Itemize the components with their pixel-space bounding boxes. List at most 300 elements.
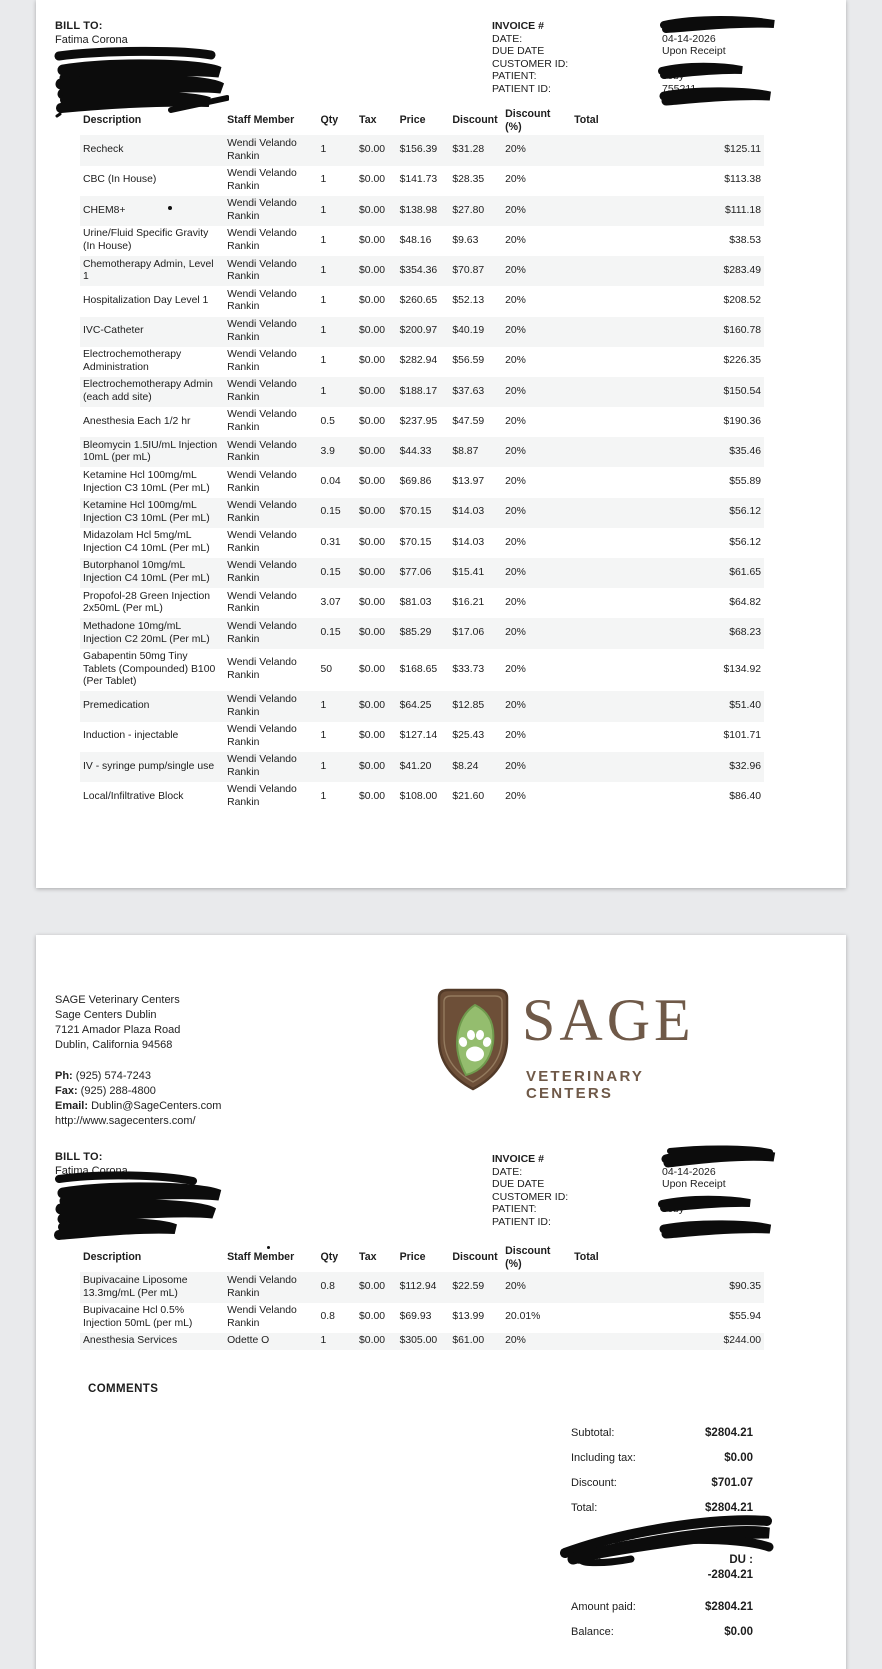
cell-t: $0.00 bbox=[359, 536, 386, 548]
cell-q: 3.07 bbox=[320, 596, 341, 608]
line-item-row bbox=[80, 649, 764, 692]
cell-p: $200.97 bbox=[399, 325, 438, 337]
cell-t: $0.00 bbox=[359, 204, 386, 216]
comments-heading: COMMENTS bbox=[88, 1383, 159, 1395]
bill-to-block bbox=[55, 1151, 128, 1177]
cell-d: CBC (In House) bbox=[83, 174, 157, 186]
line-item-row bbox=[80, 691, 764, 721]
cell-tot: $111.18 bbox=[724, 204, 761, 216]
cell-d: Anesthesia Each 1/2 hr bbox=[83, 415, 191, 427]
invoice-page-2 bbox=[36, 935, 846, 1669]
cell-s: Wendi Velando Rankin bbox=[227, 724, 297, 748]
header-staff-member: Staff Member bbox=[227, 114, 295, 127]
line-item-row bbox=[80, 588, 764, 618]
header-qty: Qty bbox=[320, 114, 339, 127]
cell-pct: 20.01% bbox=[505, 1311, 541, 1323]
cell-tot: $55.94 bbox=[729, 1311, 761, 1323]
cell-disc: $14.03 bbox=[452, 536, 485, 548]
phone-label: Ph: bbox=[55, 1070, 73, 1082]
cell-t: $0.00 bbox=[359, 1281, 386, 1293]
cell-d: Hospitalization Day Level 1 bbox=[83, 295, 209, 307]
total-label: Subtotal: bbox=[571, 1427, 615, 1439]
invoice-meta bbox=[492, 1153, 792, 1229]
cell-pct: 20% bbox=[505, 536, 526, 548]
cell-p: $237.95 bbox=[399, 415, 438, 427]
bill-to-name: Fatima Corona bbox=[55, 1165, 128, 1177]
cell-d: IV - syringe pump/single use bbox=[83, 760, 215, 772]
cell-disc: $22.59 bbox=[452, 1281, 485, 1293]
line-item-row bbox=[80, 196, 764, 226]
cell-tot: $56.12 bbox=[729, 506, 761, 518]
payment-amount: -2804.21 bbox=[707, 1569, 753, 1581]
line-item-row bbox=[80, 558, 764, 588]
cell-q: 1 bbox=[320, 700, 327, 712]
line-item-row bbox=[80, 618, 764, 648]
cell-d: Electrochemotherapy Admin (each add site) bbox=[83, 379, 213, 403]
cell-s: Wendi Velando Rankin bbox=[227, 409, 297, 434]
line-item-row bbox=[80, 407, 764, 437]
cell-q: 1 bbox=[320, 234, 327, 246]
cell-disc: $70.87 bbox=[452, 264, 485, 276]
cell-pct: 20% bbox=[505, 204, 526, 216]
cell-d: Premedication bbox=[83, 700, 150, 712]
cell-t: $0.00 bbox=[359, 295, 386, 307]
due-date-label: DUE DATE bbox=[492, 45, 545, 58]
cell-t: $0.00 bbox=[359, 476, 386, 488]
cell-disc: $21.60 bbox=[452, 790, 485, 802]
patient-value: Toby bbox=[662, 1203, 685, 1216]
invoice-meta bbox=[492, 20, 792, 96]
cell-q: 1 bbox=[320, 385, 327, 397]
cell-s: Wendi Velando Rankin bbox=[227, 657, 297, 682]
cell-q: 0.15 bbox=[320, 627, 341, 639]
cell-d: Induction - injectable bbox=[83, 730, 179, 742]
cell-s: Wendi Velando Rankin bbox=[227, 228, 297, 253]
bill-to-label: BILL TO: bbox=[55, 1151, 103, 1163]
cell-t: $0.00 bbox=[359, 325, 386, 337]
cell-s: Wendi Velando Rankin bbox=[227, 693, 297, 718]
cell-s: Wendi Velando Rankin bbox=[227, 784, 297, 809]
cell-tot: $244.00 bbox=[723, 1335, 761, 1347]
cell-t: $0.00 bbox=[359, 446, 386, 458]
cell-tot: $56.12 bbox=[729, 536, 761, 548]
cell-p: $69.93 bbox=[399, 1311, 432, 1323]
date-label: DATE: bbox=[492, 32, 523, 45]
logo-wordmark: SAGE bbox=[522, 987, 695, 1053]
cell-disc: $8.24 bbox=[452, 760, 479, 772]
cell-t: $0.00 bbox=[359, 790, 386, 802]
cell-tot: $134.92 bbox=[723, 663, 761, 675]
cell-s: Wendi Velando Rankin bbox=[227, 530, 297, 554]
cell-pct: 20% bbox=[505, 355, 526, 367]
cell-q: 1 bbox=[320, 204, 327, 216]
total-value: $701.07 bbox=[711, 1477, 753, 1489]
cell-pct: 20% bbox=[505, 790, 526, 802]
cell-pct: 20% bbox=[505, 566, 526, 578]
cell-pct: 20% bbox=[505, 325, 526, 337]
total-row bbox=[571, 1477, 753, 1489]
cell-p: $48.16 bbox=[399, 234, 432, 246]
line-items-table bbox=[80, 1243, 764, 1350]
payment-method-row bbox=[571, 1521, 753, 1585]
cell-pct: 20% bbox=[505, 446, 526, 458]
cell-t: $0.00 bbox=[359, 566, 386, 578]
cell-q: 1 bbox=[320, 1335, 327, 1347]
cell-p: $138.98 bbox=[399, 204, 438, 216]
header-total: Total bbox=[574, 114, 599, 127]
cell-p: $141.73 bbox=[399, 174, 438, 186]
cell-q: 0.31 bbox=[320, 536, 341, 548]
cell-q: 0.15 bbox=[320, 566, 341, 578]
website-url: http://www.sagecenters.com/ bbox=[55, 1115, 196, 1127]
cell-pct: 20% bbox=[505, 596, 526, 608]
cell-s: Wendi Velando Rankin bbox=[227, 137, 297, 162]
cell-p: $69.86 bbox=[399, 476, 432, 488]
cell-pct: 20% bbox=[505, 506, 526, 518]
cell-tot: $283.49 bbox=[723, 264, 761, 276]
due-date-value: Upon Receipt bbox=[662, 1178, 726, 1191]
cell-t: $0.00 bbox=[359, 234, 386, 246]
cell-t: $0.00 bbox=[359, 663, 386, 675]
ink-dot bbox=[267, 1246, 270, 1249]
cell-pct: 20% bbox=[505, 295, 526, 307]
cell-q: 0.8 bbox=[320, 1281, 335, 1293]
header-staff-member: Staff Member bbox=[227, 1251, 295, 1264]
totals-summary bbox=[571, 1427, 753, 1527]
cell-disc: $40.19 bbox=[452, 325, 485, 337]
cell-disc: $27.80 bbox=[452, 204, 485, 216]
cell-disc: $14.03 bbox=[452, 506, 485, 518]
cell-tot: $86.40 bbox=[729, 790, 761, 802]
cell-t: $0.00 bbox=[359, 506, 386, 518]
cell-q: 1 bbox=[320, 144, 327, 156]
cell-pct: 20% bbox=[505, 476, 526, 488]
header-qty: Qty bbox=[320, 1251, 339, 1264]
header-tax: Tax bbox=[359, 1251, 377, 1264]
cell-disc: $61.00 bbox=[452, 1335, 485, 1347]
line-item-row bbox=[80, 437, 764, 467]
cell-p: $41.20 bbox=[399, 760, 432, 772]
cell-d: Midazolam Hcl 5mg/mL Injection C4 10mL (Per mL) bbox=[83, 530, 210, 554]
cell-pct: 20% bbox=[505, 760, 526, 772]
total-label: Amount paid: bbox=[571, 1601, 636, 1613]
cell-p: $305.00 bbox=[399, 1335, 438, 1347]
cell-tot: $61.65 bbox=[729, 566, 761, 578]
line-items-body bbox=[80, 135, 764, 812]
payment-method-value bbox=[708, 1553, 753, 1583]
cell-d: Ketamine Hcl 100mg/mL Injection C3 10mL (Per mL) bbox=[83, 500, 210, 524]
bill-to-name: Fatima Corona bbox=[55, 34, 128, 46]
total-row bbox=[571, 1601, 753, 1613]
cell-d: Ketamine Hcl 100mg/mL Injection C3 10mL (Per mL) bbox=[83, 469, 210, 494]
header-price: Price bbox=[399, 1251, 426, 1264]
header-price: Price bbox=[399, 114, 426, 127]
cell-disc: $8.87 bbox=[452, 446, 479, 458]
header-description: Description bbox=[83, 114, 142, 127]
cell-d: CHEM8+ bbox=[83, 204, 126, 216]
sage-logo bbox=[432, 987, 695, 1102]
cell-s: Wendi Velando Rankin bbox=[227, 379, 297, 403]
cell-p: $127.14 bbox=[399, 730, 438, 742]
cell-q: 1 bbox=[320, 174, 327, 186]
company-street: 7121 Amador Plaza Road bbox=[55, 1024, 181, 1036]
cell-disc: $47.59 bbox=[452, 415, 485, 427]
cell-tot: $35.46 bbox=[729, 446, 761, 458]
cell-d: Local/Infiltrative Block bbox=[83, 790, 184, 802]
cell-d: Butorphanol 10mg/mL Injection C4 10mL (Per mL) bbox=[83, 560, 210, 585]
invoice-page-1 bbox=[36, 0, 846, 888]
total-value: $2804.21 bbox=[705, 1601, 753, 1613]
bill-to-label: BILL TO: bbox=[55, 20, 103, 32]
customer-id-label: CUSTOMER ID: bbox=[492, 1190, 569, 1203]
cell-tot: $64.82 bbox=[729, 596, 761, 608]
cell-disc: $16.21 bbox=[452, 596, 485, 608]
cell-p: $85.29 bbox=[399, 627, 432, 639]
cell-tot: $113.38 bbox=[724, 174, 761, 186]
cell-d: Gabapentin 50mg Tiny Tablets (Compounded) B100 (Per Tablet) bbox=[83, 650, 216, 688]
company-name: SAGE Veterinary Centers bbox=[55, 994, 180, 1006]
total-label: Total: bbox=[571, 1502, 598, 1514]
cell-pct: 20% bbox=[505, 264, 526, 276]
cell-q: 0.04 bbox=[320, 476, 341, 488]
cell-disc: $33.73 bbox=[452, 663, 485, 675]
cell-pct: 20% bbox=[505, 234, 526, 246]
fax-label: Fax: bbox=[55, 1085, 78, 1097]
cell-t: $0.00 bbox=[359, 415, 386, 427]
cell-q: 0.5 bbox=[320, 415, 335, 427]
cell-p: $260.65 bbox=[399, 295, 438, 307]
cell-pct: 20% bbox=[505, 144, 526, 156]
header-discount-pct: Discount (%) bbox=[505, 1245, 551, 1270]
line-item-row bbox=[80, 166, 764, 196]
total-row bbox=[571, 1626, 753, 1638]
cell-q: 1 bbox=[320, 264, 327, 276]
cell-tot: $51.40 bbox=[729, 700, 761, 712]
cell-s: Wendi Velando Rankin bbox=[227, 198, 297, 222]
shield-paw-icon bbox=[432, 987, 514, 1093]
patient-id-label: PATIENT ID: bbox=[492, 1215, 551, 1228]
cell-q: 3.9 bbox=[320, 446, 335, 458]
cell-p: $112.94 bbox=[399, 1281, 437, 1293]
cell-s: Wendi Velando Rankin bbox=[227, 1304, 297, 1329]
cell-disc: $17.06 bbox=[452, 627, 485, 639]
header-discount: Discount bbox=[452, 114, 498, 127]
header-discount: Discount bbox=[452, 1251, 498, 1264]
cell-s: Wendi Velando Rankin bbox=[227, 590, 297, 615]
total-value: $0.00 bbox=[724, 1626, 753, 1638]
cell-tot: $150.54 bbox=[723, 385, 761, 397]
header-total: Total bbox=[574, 1251, 599, 1264]
total-row bbox=[571, 1452, 753, 1464]
cell-p: $70.15 bbox=[399, 536, 432, 548]
patient-label: PATIENT: bbox=[492, 1203, 537, 1216]
line-item-row bbox=[80, 467, 764, 497]
cell-tot: $226.35 bbox=[723, 355, 761, 367]
cell-p: $81.03 bbox=[399, 596, 432, 608]
cell-t: $0.00 bbox=[359, 385, 386, 397]
cell-tot: $125.11 bbox=[724, 144, 761, 156]
cell-p: $156.39 bbox=[399, 144, 438, 156]
logo-tagline: VETERINARY CENTERS bbox=[526, 1068, 644, 1102]
cell-pct: 20% bbox=[505, 1281, 526, 1293]
company-address bbox=[55, 993, 180, 1053]
cell-tot: $190.36 bbox=[723, 415, 761, 427]
total-value: $2804.21 bbox=[705, 1502, 753, 1514]
patient-id-value: 755211 bbox=[662, 82, 697, 95]
cell-q: 0.15 bbox=[320, 506, 341, 518]
cell-pct: 20% bbox=[505, 385, 526, 397]
cell-p: $70.15 bbox=[399, 506, 432, 518]
cell-t: $0.00 bbox=[359, 760, 386, 772]
cell-t: $0.00 bbox=[359, 700, 386, 712]
cell-disc: $56.59 bbox=[452, 355, 485, 367]
company-contact bbox=[55, 1069, 221, 1129]
patient-label: PATIENT: bbox=[492, 70, 537, 83]
total-label: Including tax: bbox=[571, 1452, 636, 1464]
line-item-row bbox=[80, 347, 764, 377]
cell-pct: 20% bbox=[505, 627, 526, 639]
cell-d: Propofol-28 Green Injection 2x50mL (Per mL) bbox=[83, 590, 211, 615]
cell-p: $282.94 bbox=[399, 355, 438, 367]
cell-tot: $101.71 bbox=[723, 730, 761, 742]
cell-q: 1 bbox=[320, 325, 327, 337]
cell-p: $44.33 bbox=[399, 446, 432, 458]
line-item-row bbox=[80, 226, 764, 256]
line-items-body bbox=[80, 1272, 764, 1350]
cell-s: Odette O bbox=[227, 1335, 270, 1347]
line-item-row bbox=[80, 782, 764, 812]
invoice-number-label: INVOICE # bbox=[492, 1153, 544, 1165]
line-item-row bbox=[80, 498, 764, 528]
email-value: Dublin@SageCenters.com bbox=[88, 1100, 222, 1112]
cell-s: Wendi Velando Rankin bbox=[227, 167, 297, 192]
cell-d: Electrochemotherapy Administration bbox=[83, 349, 182, 373]
header-discount-pct: Discount (%) bbox=[505, 108, 551, 133]
cell-t: $0.00 bbox=[359, 144, 386, 156]
cell-p: $77.06 bbox=[399, 566, 432, 578]
cell-disc: $37.63 bbox=[452, 385, 485, 397]
cell-pct: 20% bbox=[505, 663, 526, 675]
cell-tot: $160.78 bbox=[723, 325, 761, 337]
cell-disc: $13.97 bbox=[452, 476, 485, 488]
cell-t: $0.00 bbox=[359, 1311, 386, 1323]
cell-s: Wendi Velando Rankin bbox=[227, 1274, 297, 1299]
cell-q: 50 bbox=[320, 663, 333, 675]
cell-s: Wendi Velando Rankin bbox=[227, 620, 297, 645]
cell-d: Chemotherapy Admin, Level 1 bbox=[83, 258, 214, 283]
cell-p: $108.00 bbox=[399, 790, 438, 802]
company-branch: Sage Centers Dublin bbox=[55, 1009, 157, 1021]
cell-pct: 20% bbox=[505, 700, 526, 712]
due-date-value: Upon Receipt bbox=[662, 45, 726, 58]
cell-d: Recheck bbox=[83, 144, 124, 156]
line-item-row bbox=[80, 1303, 764, 1333]
cell-t: $0.00 bbox=[359, 264, 386, 276]
cell-p: $168.65 bbox=[399, 663, 438, 675]
cell-q: 1 bbox=[320, 790, 327, 802]
line-item-row bbox=[80, 135, 764, 165]
cell-disc: $9.63 bbox=[452, 234, 479, 246]
total-label: Discount: bbox=[571, 1477, 617, 1489]
cell-disc: $12.85 bbox=[452, 700, 485, 712]
due-date-label: DUE DATE bbox=[492, 1178, 545, 1191]
cell-disc: $28.35 bbox=[452, 174, 485, 186]
cell-d: Bleomycin 1.5IU/mL Injection 10mL (per mL) bbox=[83, 439, 218, 464]
cell-tot: $32.96 bbox=[729, 760, 761, 772]
line-item-row bbox=[80, 528, 764, 558]
cell-disc: $25.43 bbox=[452, 730, 485, 742]
cell-d: Methadone 10mg/mL Injection C2 20mL (Per mL) bbox=[83, 620, 210, 645]
line-item-row bbox=[80, 1272, 764, 1302]
fax-value: (925) 288-4800 bbox=[77, 1085, 156, 1097]
phone-value: (925) 574-7243 bbox=[72, 1070, 152, 1082]
cell-s: Wendi Velando Rankin bbox=[227, 318, 297, 343]
cell-d: Bupivacaine Hcl 0.5% Injection 50mL (per mL) bbox=[83, 1304, 193, 1329]
cell-tot: $38.53 bbox=[729, 234, 761, 246]
date-label: DATE: bbox=[492, 1165, 523, 1178]
cell-tot: $68.23 bbox=[729, 627, 761, 639]
totals-paid bbox=[571, 1601, 753, 1651]
payment-code: DU : bbox=[729, 1554, 753, 1566]
patient-value: Toby bbox=[662, 70, 685, 83]
cell-disc: $31.28 bbox=[452, 144, 485, 156]
cell-p: $354.36 bbox=[399, 264, 438, 276]
total-row bbox=[571, 1502, 753, 1514]
total-row bbox=[571, 1427, 753, 1439]
cell-pct: 20% bbox=[505, 730, 526, 742]
cell-s: Wendi Velando Rankin bbox=[227, 469, 297, 494]
cell-s: Wendi Velando Rankin bbox=[227, 754, 297, 778]
cell-d: Urine/Fluid Specific Gravity (In House) bbox=[83, 228, 209, 253]
cell-disc: $52.13 bbox=[452, 295, 485, 307]
cell-q: 1 bbox=[320, 295, 327, 307]
table-header bbox=[80, 106, 764, 135]
cell-tot: $90.35 bbox=[729, 1281, 761, 1293]
bill-to-block bbox=[55, 20, 128, 46]
cell-s: Wendi Velando Rankin bbox=[227, 439, 297, 464]
customer-id-label: CUSTOMER ID: bbox=[492, 57, 569, 70]
cell-s: Wendi Velando Rankin bbox=[227, 500, 297, 524]
cell-s: Wendi Velando Rankin bbox=[227, 288, 297, 313]
cell-d: Bupivacaine Liposome 13.3mg/mL (Per mL) bbox=[83, 1274, 188, 1299]
cell-t: $0.00 bbox=[359, 1335, 386, 1347]
cell-t: $0.00 bbox=[359, 596, 386, 608]
patient-id-label: PATIENT ID: bbox=[492, 82, 551, 95]
cell-p: $64.25 bbox=[399, 700, 432, 712]
cell-q: 1 bbox=[320, 355, 327, 367]
cell-p: $188.17 bbox=[399, 385, 438, 397]
invoice-number-label: INVOICE # bbox=[492, 20, 544, 32]
line-item-row bbox=[80, 317, 764, 347]
cell-t: $0.00 bbox=[359, 627, 386, 639]
cell-d: Anesthesia Services bbox=[83, 1335, 178, 1347]
cell-pct: 20% bbox=[505, 415, 526, 427]
cell-s: Wendi Velando Rankin bbox=[227, 258, 297, 283]
cell-q: 0.8 bbox=[320, 1311, 335, 1323]
cell-tot: $55.89 bbox=[729, 476, 761, 488]
table-header bbox=[80, 1243, 764, 1272]
cell-s: Wendi Velando Rankin bbox=[227, 349, 297, 373]
cell-pct: 20% bbox=[505, 1335, 526, 1347]
cell-t: $0.00 bbox=[359, 174, 386, 186]
cell-q: 1 bbox=[320, 730, 327, 742]
line-item-row bbox=[80, 286, 764, 316]
date-value: 04-14-2026 bbox=[662, 32, 716, 45]
line-items-table bbox=[80, 106, 764, 812]
header-description: Description bbox=[83, 1251, 142, 1264]
payment-method-fragment: metho bbox=[571, 1555, 602, 1567]
email-label: Email: bbox=[55, 1100, 89, 1112]
